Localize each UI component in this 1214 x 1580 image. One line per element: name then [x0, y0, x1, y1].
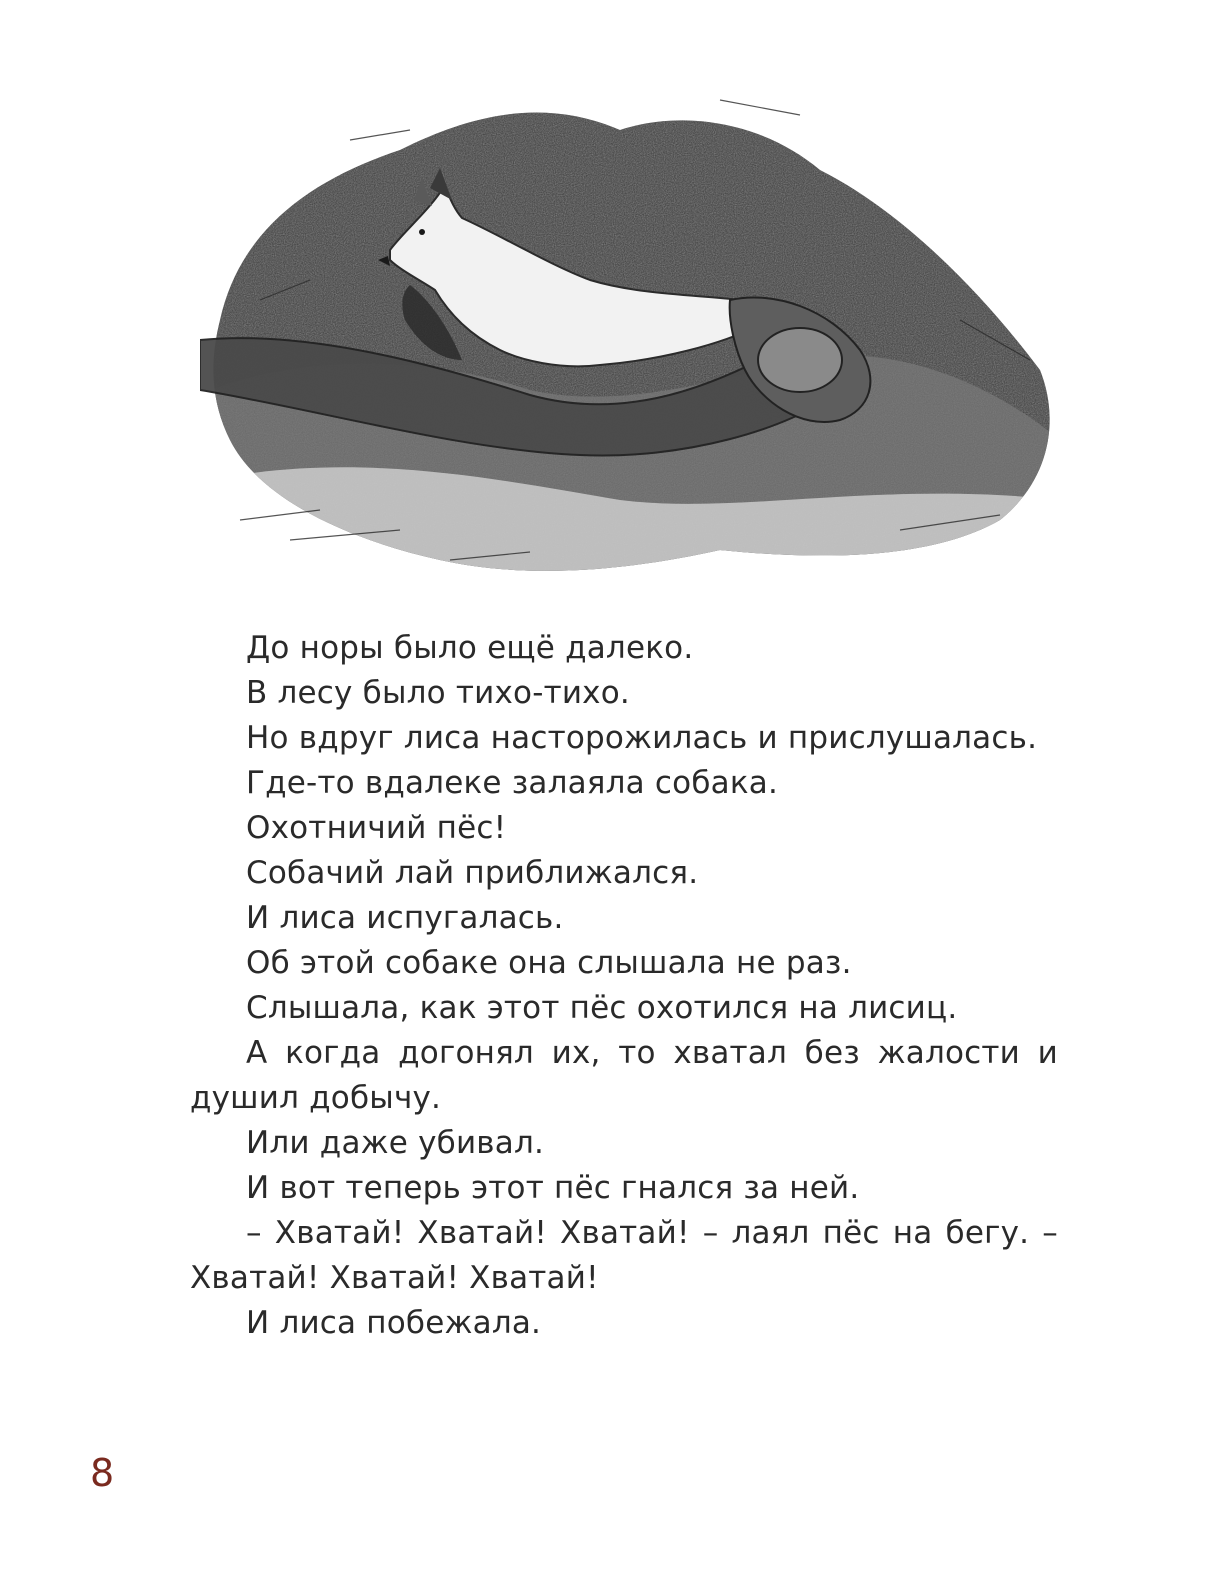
story-text	[190, 626, 1058, 1346]
paragraph: И лиса побежала.	[246, 1305, 542, 1341]
paragraph: – Хватай! Хватай! Хватай! – лаял пёс на бегу. – Хватай! Хватай! Хватай!	[190, 1215, 1058, 1296]
paragraph: В лесу было тихо-тихо.	[246, 675, 630, 711]
paragraph: Об этой собаке она слышала не раз.	[246, 945, 852, 981]
paragraph: Охотничий пёс!	[246, 810, 507, 846]
paragraph: Слышала, как этот пёс охотился на лисиц.	[246, 990, 958, 1026]
paragraph: До норы было ещё далеко.	[246, 630, 694, 666]
paragraph: А когда догонял их, то хватал без жалости и душил добычу.	[190, 1035, 1058, 1116]
fox-illustration	[200, 60, 1070, 600]
paragraph: Где-то вдалеке залаяла собака.	[246, 765, 779, 801]
paragraph: И лиса испугалась.	[246, 900, 564, 936]
fox-in-forest-engraving-icon	[200, 60, 1070, 600]
page-number: 8	[90, 1451, 115, 1495]
paragraph: Или даже убивал.	[246, 1125, 545, 1161]
paragraph: Собачий лай приближался.	[246, 855, 699, 891]
paragraph: И вот теперь этот пёс гнался за ней.	[246, 1170, 860, 1206]
paragraph: Но вдруг лиса насторожилась и прислушалась.	[246, 720, 1038, 756]
